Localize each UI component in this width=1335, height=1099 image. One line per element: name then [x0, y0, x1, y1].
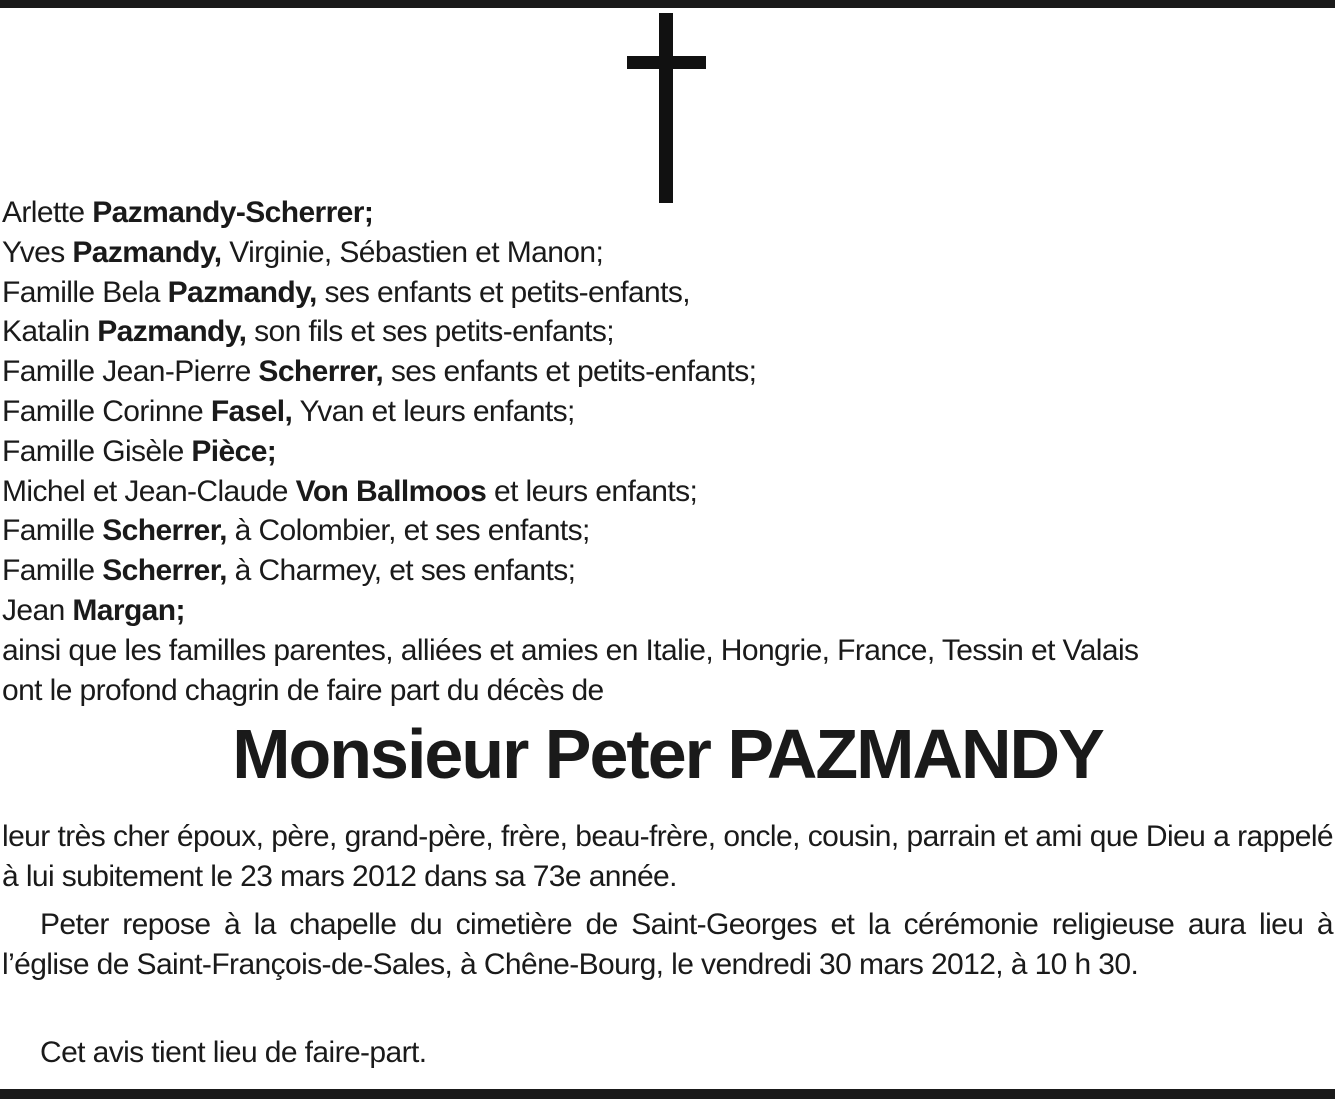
announcement-line: ont le profond chagrin de faire part du décès de: [2, 673, 604, 707]
family-line: Famille Bela Pazmandy, ses enfants et petits-enfants,: [2, 275, 690, 309]
bottom-border-rule: [0, 1089, 1335, 1099]
latin-cross-icon: [627, 13, 706, 203]
family-line: Michel et Jean-Claude Von Ballmoos et leurs enfants;: [2, 474, 698, 508]
family-line: Jean Margan;: [2, 593, 185, 627]
family-line: Famille Gisèle Pièce;: [2, 434, 277, 468]
family-line: Famille Corinne Fasel, Yvan et leurs enfants;: [2, 394, 575, 428]
family-line: Famille Jean-Pierre Scherrer, ses enfants et petits-enfants;: [2, 355, 757, 389]
ceremony-paragraph: Peter repose à la chapelle du cimetière de Saint-Georges et la cérémonie religieuse aura lieu à l’église de Saint-François-de-Sales, à Chêne-Bourg, le vendredi 30 mars 2012, à 10 h 30.: [2, 908, 1333, 981]
cross-vertical-bar: [659, 13, 673, 203]
family-line: Famille Scherrer, à Colombier, et ses enfants;: [2, 514, 590, 548]
deceased-name-heading: Monsieur Peter PAZMANDY: [232, 715, 1103, 793]
extended-family-line: ainsi que les familles parentes, alliées et amies en Italie, Hongrie, France, Tessin et Valais: [2, 633, 1139, 667]
family-line: Arlette Pazmandy-Scherrer;: [2, 196, 374, 229]
family-line: Yves Pazmandy, Virginie, Sébastien et Manon;: [2, 235, 604, 269]
family-list: [2, 193, 1335, 710]
cross-horizontal-bar: [627, 56, 706, 69]
relationship-paragraph: leur très cher époux, père, grand-père, frère, beau-frère, oncle, cousin, parrain et ami que Dieu a rappelé à lui subitement le 23 mars 2012 dans sa 73e année.: [2, 820, 1333, 893]
closing-paragraph: Cet avis tient lieu de faire-part.: [40, 1036, 427, 1069]
family-line: Famille Scherrer, à Charmey, et ses enfants;: [2, 554, 576, 588]
family-line: Katalin Pazmandy, son fils et ses petits-enfants;: [2, 315, 615, 349]
top-border-rule: [0, 0, 1335, 8]
